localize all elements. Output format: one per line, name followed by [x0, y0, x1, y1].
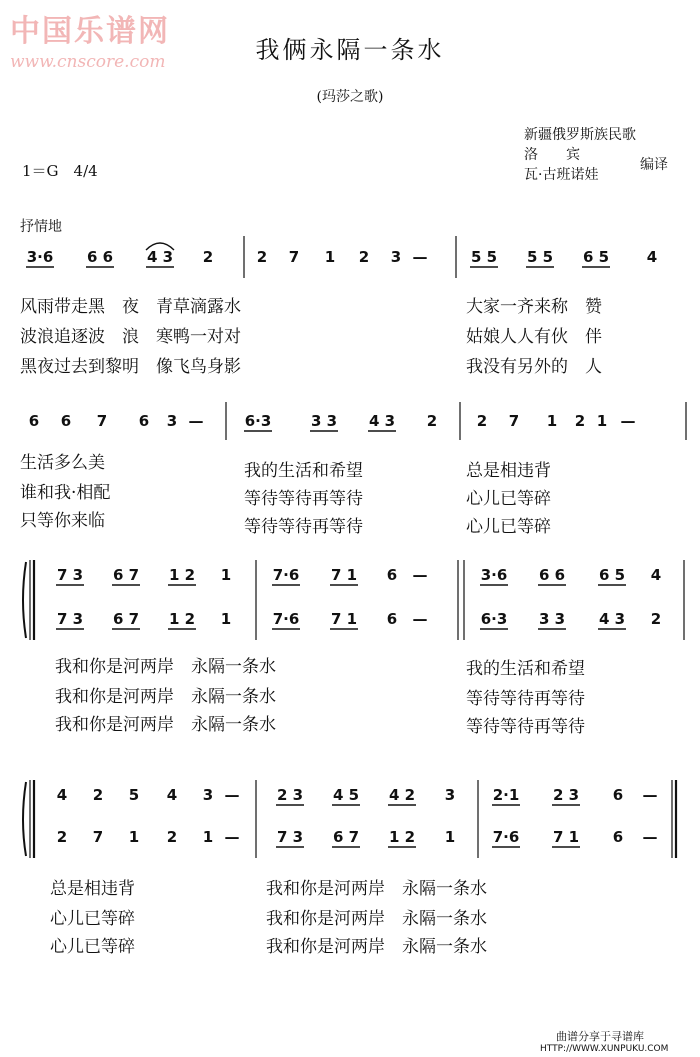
note-digit: 6: [60, 412, 72, 430]
watermark-site-name: 中国乐谱网: [10, 14, 170, 49]
note-digit: 2: [202, 248, 214, 266]
credit-arranger-1: 洛 宾: [524, 147, 580, 163]
footer-credit: 曲谱分享于寻谱库: [556, 1030, 644, 1043]
lyric-line: 我和你是河两岸 永隔一条水: [266, 909, 487, 929]
lyric-line: 波浪追逐波 浪 寒鸭一对对: [20, 327, 241, 347]
note-digit: 2: [574, 412, 586, 430]
note-digit: 7: [92, 828, 104, 846]
note-digit: 4 3: [146, 248, 174, 266]
dash-mark: —: [188, 412, 204, 430]
lyric-line: 黑夜过去到黎明 像飞鸟身影: [20, 357, 241, 377]
note-digit: 4 3: [368, 412, 396, 430]
note-digit: 6: [386, 610, 398, 628]
credit-role: 编译: [640, 157, 668, 173]
dash-mark: —: [224, 786, 240, 804]
note-digit: 3: [202, 786, 214, 804]
note-digit: 6 6: [538, 566, 566, 584]
note-digit: 6 5: [598, 566, 626, 584]
note-digit: 4: [646, 248, 658, 266]
lyric-line: 等待等待再等待: [466, 689, 585, 709]
lyric-line: 等待等待再等待: [244, 517, 363, 537]
footer-url: HTTP://WWW.XUNPUKU.COM: [540, 1044, 669, 1054]
note-digit: 1: [546, 412, 558, 430]
lyric-line: 心儿已等碎: [50, 909, 135, 929]
lyric-line: 我没有另外的 人: [466, 357, 602, 377]
lyric-line: 等待等待再等待: [244, 489, 363, 509]
dash-mark: —: [412, 610, 428, 628]
note-digit: 5: [128, 786, 140, 804]
note-digit: 1: [444, 828, 456, 846]
note-digit: 7 3: [56, 610, 84, 628]
note-digit: 7: [288, 248, 300, 266]
note-digit: 2 3: [552, 786, 580, 804]
lyric-line: 生活多么美: [20, 453, 105, 473]
dash-mark: —: [620, 412, 636, 430]
note-digit: 2: [56, 828, 68, 846]
lyric-line: 心儿已等碎: [50, 937, 135, 957]
note-digit: 2: [426, 412, 438, 430]
note-digit: 1 2: [168, 566, 196, 584]
note-digit: 7 3: [276, 828, 304, 846]
note-digit: 6: [28, 412, 40, 430]
note-digit: 6: [612, 828, 624, 846]
note-digit: 7·6: [272, 566, 300, 584]
note-digit: 4 5: [332, 786, 360, 804]
dash-mark: —: [412, 248, 428, 266]
dash-mark: —: [642, 828, 658, 846]
system-bracket: [23, 782, 26, 856]
lyric-line: 姑娘人人有伙 伴: [466, 327, 602, 347]
note-digit: 6: [612, 786, 624, 804]
key-signature: 1＝G 4/4: [22, 162, 98, 180]
note-digit: 1: [596, 412, 608, 430]
note-digit: 7·6: [272, 610, 300, 628]
note-digit: 7 1: [330, 566, 358, 584]
lyric-line: 只等你来临: [20, 511, 105, 531]
note-digit: 4: [166, 786, 178, 804]
note-digit: 6 5: [582, 248, 610, 266]
note-digit: 6: [386, 566, 398, 584]
note-digit: 4 2: [388, 786, 416, 804]
note-digit: 2 3: [276, 786, 304, 804]
note-digit: 1: [220, 610, 232, 628]
lyric-line: 总是相违背: [466, 461, 551, 481]
note-digit: 7: [96, 412, 108, 430]
song-title: 我俩永隔一条水: [255, 36, 445, 64]
lyric-line: 心儿已等碎: [466, 517, 551, 537]
lyric-line: 谁和我·相配: [20, 483, 111, 503]
note-digit: 4: [650, 566, 662, 584]
note-digit: 6 6: [86, 248, 114, 266]
note-digit: 2: [476, 412, 488, 430]
dash-mark: —: [642, 786, 658, 804]
note-digit: 2: [256, 248, 268, 266]
note-digit: 2·1: [492, 786, 520, 804]
note-digit: 2: [92, 786, 104, 804]
note-digit: 6: [138, 412, 150, 430]
credit-origin: 新疆俄罗斯族民歌: [524, 127, 636, 143]
credit-arranger-2: 瓦·古班诺娃: [524, 167, 599, 183]
note-digit: 5 5: [470, 248, 498, 266]
note-digit: 3: [444, 786, 456, 804]
note-digit: 7 1: [330, 610, 358, 628]
song-subtitle: (玛莎之歌): [316, 89, 384, 105]
dash-mark: —: [224, 828, 240, 846]
tempo-marking: 抒情地: [20, 219, 62, 235]
note-digit: 1: [324, 248, 336, 266]
note-digit: 7 3: [56, 566, 84, 584]
lyric-line: 心儿已等碎: [466, 489, 551, 509]
lyric-line: 我和你是河两岸 永隔一条水: [266, 879, 487, 899]
note-digit: 7: [508, 412, 520, 430]
lyric-line: 等待等待再等待: [466, 717, 585, 737]
watermark-site-url: www.cnscore.com: [10, 52, 166, 72]
note-digit: 7 1: [552, 828, 580, 846]
note-digit: 7·6: [492, 828, 520, 846]
lyric-line: 大家一齐来称 赞: [466, 297, 602, 317]
note-digit: 3·6: [480, 566, 508, 584]
note-digit: 2: [358, 248, 370, 266]
note-digit: 6·3: [480, 610, 508, 628]
note-digit: 6 7: [332, 828, 360, 846]
dash-mark: —: [412, 566, 428, 584]
note-digit: 5 5: [526, 248, 554, 266]
note-digit: 3: [390, 248, 402, 266]
note-digit: 1: [202, 828, 214, 846]
note-digit: 1: [220, 566, 232, 584]
note-digit: 1: [128, 828, 140, 846]
note-digit: 6 7: [112, 610, 140, 628]
lyric-line: 风雨带走黑 夜 青草滴露水: [20, 297, 241, 317]
system-bracket: [23, 562, 26, 638]
lyric-line: 总是相违背: [50, 879, 135, 899]
note-digit: 3·6: [26, 248, 54, 266]
note-digit: 3: [166, 412, 178, 430]
note-digit: 4 3: [598, 610, 626, 628]
lyric-line: 我和你是河两岸 永隔一条水: [55, 687, 276, 707]
note-digit: 6 7: [112, 566, 140, 584]
lyric-line: 我和你是河两岸 永隔一条水: [266, 937, 487, 957]
lyric-line: 我和你是河两岸 永隔一条水: [55, 657, 276, 677]
note-digit: 2: [166, 828, 178, 846]
lyric-line: 我的生活和希望: [244, 461, 363, 481]
note-digit: 4: [56, 786, 68, 804]
lyric-line: 我的生活和希望: [466, 659, 585, 679]
note-digit: 3 3: [538, 610, 566, 628]
note-digit: 2: [650, 610, 662, 628]
lyric-line: 我和你是河两岸 永隔一条水: [55, 715, 276, 735]
note-digit: 1 2: [388, 828, 416, 846]
note-digit: 3 3: [310, 412, 338, 430]
note-digit: 1 2: [168, 610, 196, 628]
note-digit: 6·3: [244, 412, 272, 430]
